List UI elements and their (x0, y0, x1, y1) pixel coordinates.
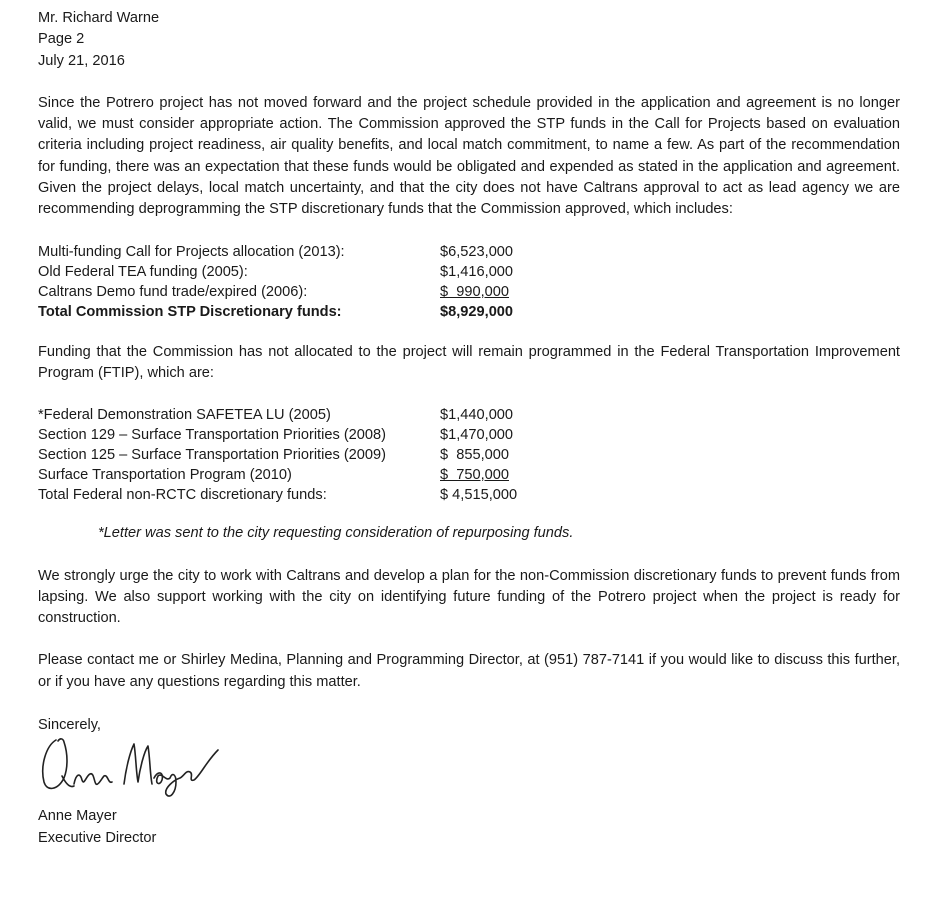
fund-label: Caltrans Demo fund trade/expired (2006): (38, 283, 308, 300)
signature-scribble (38, 732, 248, 804)
intro-paragraph: Since the Potrero project has not moved forward and the project schedule provided in the application and agreement is no longer valid, we must consider appropriate action. The Commission approved the STP funds in the Call for Projects based on evaluation criteria including project readiness, air quality benefits, and local match commitment, to name a few. As part of the recommendation for funding, there was an expectation that these funds would be obligated and expended as stated in the application and agreement. Given the project delays, local match uncertainty, and that the city does not have Caltrans approval to act as lead agency we are recommending deprogramming the STP discretionary funds that the Commission approved, which includes: (38, 94, 900, 218)
table-row (38, 465, 517, 485)
fund-amount: $6,523,000 (440, 243, 514, 260)
total-amount: $ 4,515,000 (440, 487, 518, 504)
table-total-row (38, 485, 517, 505)
signer-title: Executive Director (38, 829, 157, 846)
ftip-paragraph: Funding that the Commission has not allocated to the project will remain programmed in the Federal Transportation Improvement Program (FTIP), which are: (38, 343, 900, 381)
letter-page (38, 8, 900, 849)
signer-name: Anne Mayer (38, 808, 117, 825)
total-label: Total Commission STP Discretionary funds: (38, 303, 342, 320)
letter-header (38, 8, 900, 72)
table-row (38, 262, 513, 282)
fund-amount: $1,470,000 (440, 427, 514, 444)
table-row (38, 425, 517, 445)
commission-funds-table (38, 242, 513, 322)
footnote: *Letter was sent to the city requesting consideration of repurposing funds. (98, 525, 574, 542)
signer-block (38, 806, 900, 849)
table-row (38, 405, 517, 425)
total-label: Total Federal non-RCTC discretionary funds: (38, 487, 327, 504)
table-row (38, 445, 517, 465)
table-total-row (38, 302, 513, 322)
recipient-name: Mr. Richard Warne (38, 10, 160, 26)
table-row (38, 282, 513, 302)
closing-salutation: Sincerely, (38, 717, 101, 734)
fund-label: Section 129 – Surface Transportation Priorities (2008) (38, 427, 387, 444)
fund-label: *Federal Demonstration SAFETEA LU (2005) (38, 407, 331, 424)
page-number: Page 2 (38, 31, 85, 48)
urge-paragraph: We strongly urge the city to work with Caltrans and develop a plan for the non-Commission discretionary funds to prevent funds from lapsing. We also support working with the city on identifying future funding of the Potrero project when the project is ready for construction. (38, 567, 900, 627)
table-row (38, 242, 513, 262)
fund-amount: $ 750,000 (440, 467, 509, 484)
fund-label: Section 125 – Surface Transportation Priorities (2009) (38, 447, 387, 464)
handwritten-signature (38, 736, 298, 806)
fund-label: Surface Transportation Program (2010) (38, 467, 292, 484)
fund-amount: $ 990,000 (440, 283, 509, 300)
letter-date: July 21, 2016 (38, 52, 125, 69)
fund-label: Old Federal TEA funding (2005): (38, 263, 248, 280)
fund-label: Multi-funding Call for Projects allocation (2013): (38, 243, 345, 260)
contact-paragraph: Please contact me or Shirley Medina, Planning and Programming Director, at (951) 787-7141 if you would like to discuss this further, or if you have any questions regarding this matter. (38, 652, 900, 690)
total-amount: $8,929,000 (440, 303, 514, 320)
fund-amount: $1,440,000 (440, 407, 514, 424)
fund-amount: $1,416,000 (440, 263, 514, 280)
fund-amount: $ 855,000 (440, 447, 509, 464)
federal-funds-table (38, 405, 517, 505)
